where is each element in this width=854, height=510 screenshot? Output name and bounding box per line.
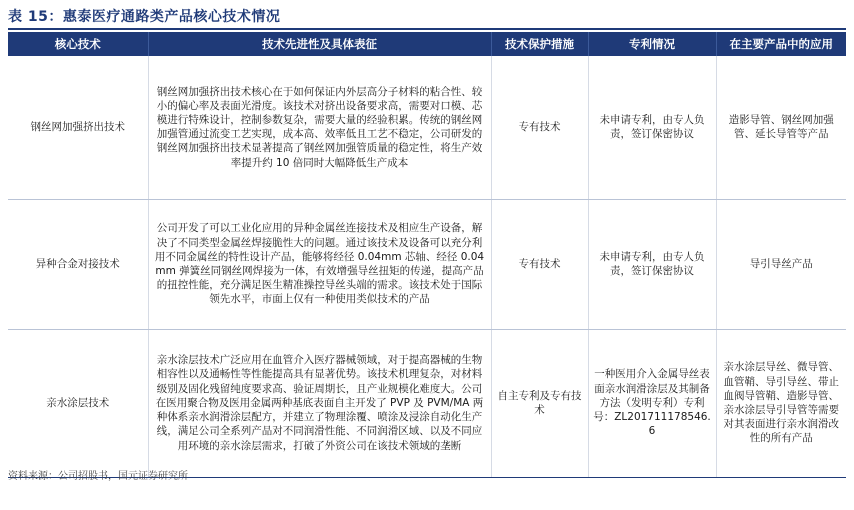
cell-application: 造影导管、钢丝网加强管、延长导管等产品 [716,56,846,199]
table-row [8,199,846,329]
table-row [8,329,846,477]
core-tech-table [8,32,846,478]
header-protection: 技术保护措施 [491,32,588,56]
cell-protection: 专有技术 [491,199,588,329]
cell-desc: 亲水涂层技术广泛应用在血管介入医疗器械领域，对于提高器械的生物相容性以及通畅性等性能提高具有显著优势。该技术机理复杂，对材料级别及固化残留纯度要求高、验证周期长，且产业规模化难度大。公司在医用聚合物及医用金属两种基底表面自主开发了 PVP 及 PVM/MA 两种体系亲水润滑涂层配方，并建立了物理涂覆、喷涂及浸涂自动化生产线，满足公司全系列产品对不同润滑性能、不同润滑区域、以及不同应用环境的亲水涂层需求，打破了外资公司在该技术领域的垄断 [148,329,491,477]
cell-patent: 一种医用介入金属导丝表面亲水润滑涂层及其制备方法（发明专利）专利号：ZL201711178546.6 [588,329,716,477]
table-title: 表 15：惠泰医疗通路类产品核心技术情况 [8,9,281,25]
cell-tech: 钢丝网加强挤出技术 [8,56,148,199]
cell-application: 导引导丝产品 [716,199,846,329]
table-row [8,56,846,199]
cell-desc: 钢丝网加强挤出技术核心在于如何保证内外层高分子材料的粘合性、较小的偏心率及表面光滑度。该技术对挤出设备要求高，需要对口模、芯模进行特殊设计，控制参数复杂，需要大量的经验积累。传统的钢丝网加强管通过流变工艺实现，成本高、效率低且工艺不稳定，公司研发的钢丝网加强挤出技术显著提高了钢丝网加强管质量的稳定性，将生产效率提升约 10 倍同时大幅降低生产成本 [148,56,491,199]
header-row [8,32,846,56]
cell-application: 亲水涂层导丝、微导管、血管鞘、导引导丝、带止血阀导管鞘、造影导管、亲水涂层导引导管等需要对其表面进行亲水润滑改性的所有产品 [716,329,846,477]
cell-protection: 专有技术 [491,56,588,199]
header-application: 在主要产品中的应用 [716,32,846,56]
cell-desc: 公司开发了可以工业化应用的异种金属丝连接技术及相应生产设备，解决了不同类型金属丝焊接脆性大的问题。通过该技术及设备可以充分利用不同金属丝的特性设计产品，能够将经径 0.04mm 芯轴、经径 0.04mm 弹簧丝同钢丝网焊接为一体，有效增强导丝扭矩的传递，提高产品的扭控性能，充分满足医生精准操控导丝头端的需求。该技术处于国际领先水平，市面上仅有一种使用类似技术的产品 [148,199,491,329]
cell-tech: 异种合金对接技术 [8,199,148,329]
header-advancement: 技术先进性及具体表征 [148,32,491,56]
header-patent: 专利情况 [588,32,716,56]
cell-tech: 亲水涂层技术 [8,329,148,477]
cell-protection: 自主专利及专有技术 [491,329,588,477]
cell-patent: 未申请专利，由专人负责，签订保密协议 [588,56,716,199]
source-note: 资料来源：公司招股书，国元证券研究所 [8,471,188,482]
title-rule [8,28,846,30]
header-core-tech: 核心技术 [8,32,148,56]
cell-patent: 未申请专利，由专人负责，签订保密协议 [588,199,716,329]
